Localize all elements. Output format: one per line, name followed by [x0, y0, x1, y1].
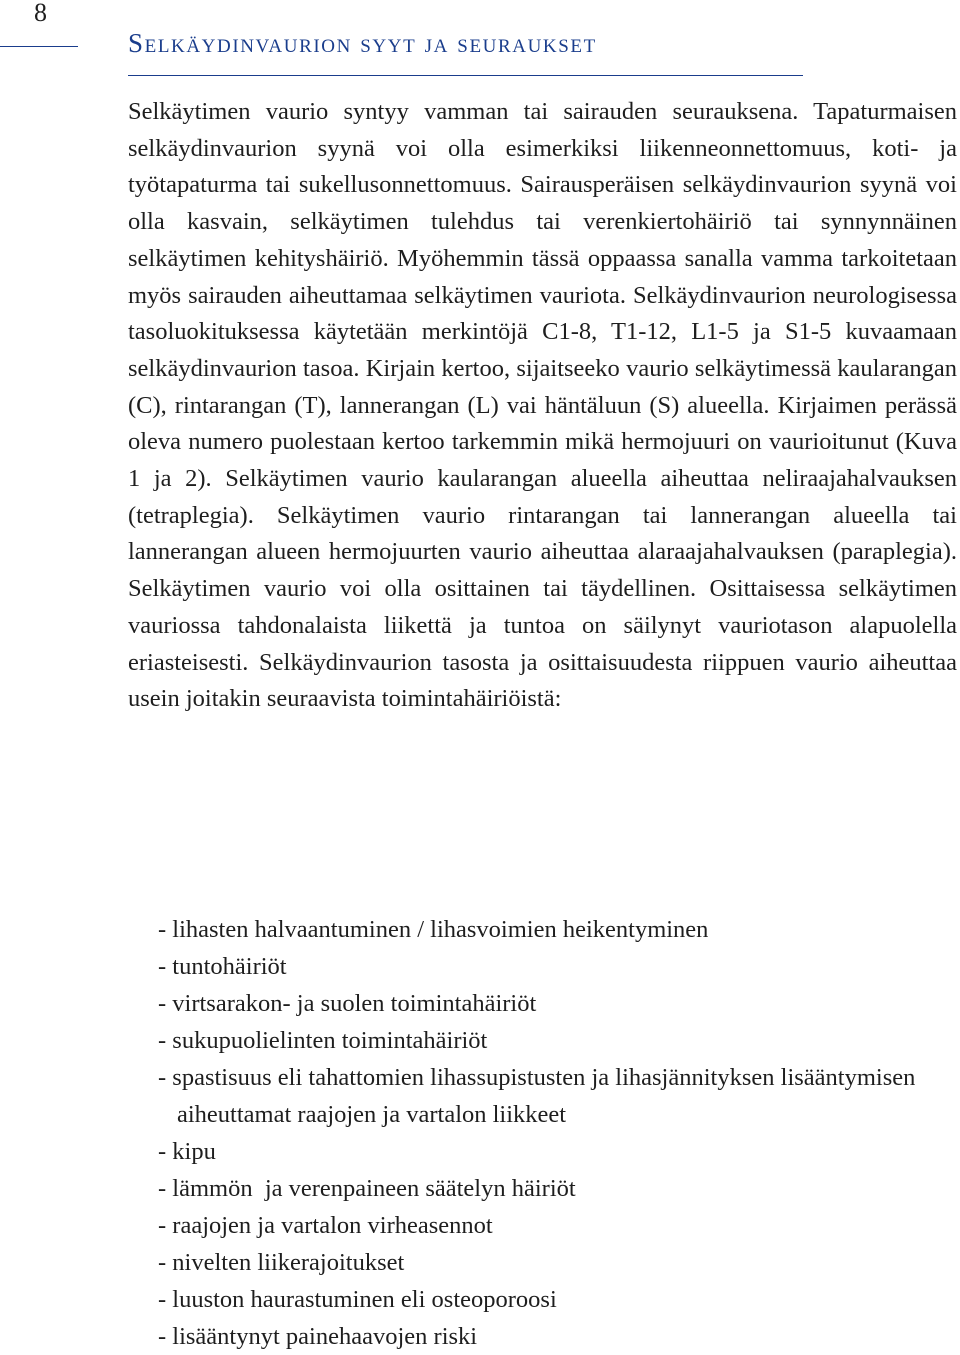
list-item: - lihasten halvaantuminen / lihasvoimien heikentyminen — [158, 916, 709, 943]
list-item: - raajojen ja vartalon virheasennot — [158, 1212, 493, 1239]
page-number-rule — [0, 46, 78, 47]
list-item: - lämmön ja verenpaineen säätelyn häiriöt — [158, 1175, 576, 1202]
list-item: - spastisuus eli tahattomien lihassupistusten ja lihasjännityksen lisääntymisen aiheuttamat raajojen ja vartalon liikkeet — [158, 1064, 916, 1128]
list-item: - tuntohäiriöt — [158, 953, 287, 980]
page-number: 8 — [34, 0, 47, 27]
list-item: - nivelten liikerajoitukset — [158, 1249, 405, 1276]
title-underline — [128, 75, 803, 76]
list-item: - lisääntynyt painehaavojen riski — [158, 1323, 478, 1350]
list-item: - luuston haurastuminen eli osteoporoosi — [158, 1286, 557, 1313]
section-title: Selkäydinvaurion syyt ja seuraukset — [128, 28, 597, 58]
list-item: - sukupuolielinten toimintahäiriöt — [158, 1027, 488, 1054]
list-item: - kipu — [158, 1138, 216, 1165]
body-paragraph: Selkäytimen vaurio syntyy vamman tai sairauden seurauksena. Tapaturmaisen selkäydinvaurion syynä voi olla esimerkiksi liikenneonnettomuus, koti- ja työtapaturma tai sukellusonnettomuus. Sairausperäisen selkäydinvaurion syynä voi olla kasvain, selkäytimen tulehdus tai verenkiertohäiriö tai synnynnäinen selkäytimen kehityshäiriö. Myöhemmin tässä oppaassa sanalla vamma tarkoitetaan myös sairauden aiheuttamaa selkäytimen vauriota. Selkäydinvaurion neurologisessa tasoluokituksessa käytetään merkintöjä C1-8, T1-12, L1-5 ja S1-5 kuvaamaan selkäydinvaurion tasoa. Kirjain kertoo, sijaitseeko vaurio selkäytimessä kaularangan (C), rintarangan (T), lannerangan (L) vai häntäluun (S) alueella. Kirjaimen perässä oleva numero puolestaan kertoo tarkemmin mikä hermojuuri on vaurioitunut (Kuva 1 ja 2). Selkäytimen vaurio kaularangan alueella aiheuttaa neliraajahalvauksen (tetraplegia). Selkäytimen vaurio rintarangan tai lannerangan alueella tai lannerangan alueen hermojuurten vaurio aiheuttaa alaraajahalvauksen (paraplegia). Selkäytimen vaurio voi olla osittainen tai täydellinen. Osittaisessa selkäytimen vauriossa tahdonalaista liikettä ja tuntoa on säilynyt vauriotason alapuolella eriasteisesti. Selkäydinvaurion tasosta ja osittaisuudesta riippuen vaurio aiheuttaa usein joitakin seuraavista toimintahäiriöistä: — [128, 98, 957, 713]
symptom-list — [158, 911, 958, 1355]
list-item: - virtsarakon- ja suolen toimintahäiriöt — [158, 990, 537, 1017]
